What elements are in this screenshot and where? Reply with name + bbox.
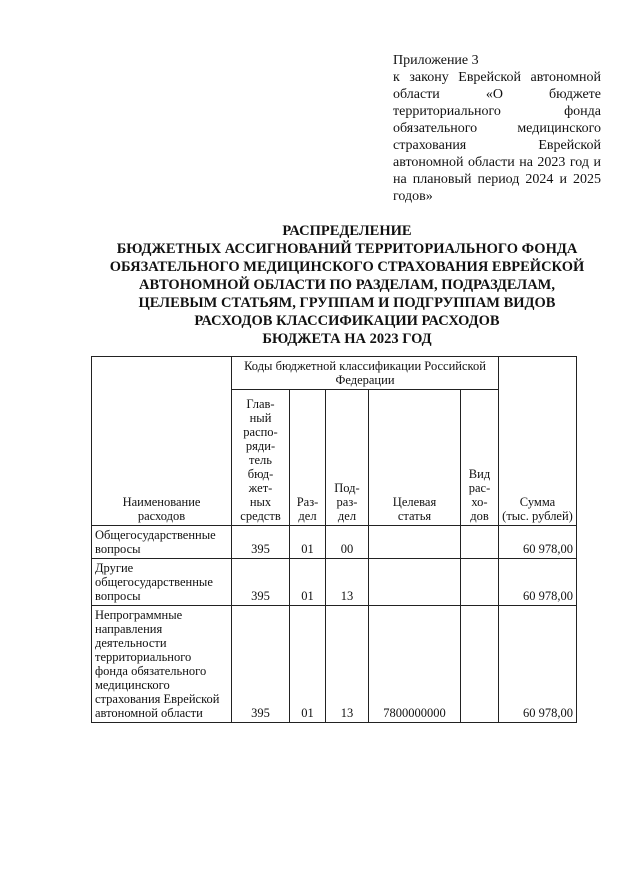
appendix-line: к закону Еврейской <box>393 70 521 85</box>
table-header-row <box>92 357 577 390</box>
header-text: Целевая <box>392 495 437 509</box>
row-name-text: Непрограммные <box>95 608 183 622</box>
row-subsection: 13 <box>326 559 369 606</box>
appendix-body <box>393 69 601 205</box>
row-name-text: вопросы <box>95 589 141 603</box>
header-text: Коды бюджетной классификации Российской <box>244 359 486 373</box>
row-section: 01 <box>290 526 326 559</box>
row-type <box>461 526 499 559</box>
appendix-line: «О бюджете территориального <box>393 87 602 119</box>
row-name-text: деятельности <box>95 636 167 650</box>
header-text: ных <box>249 495 272 509</box>
header-text: дел <box>298 509 317 523</box>
header-type-cell <box>461 390 499 526</box>
header-text: статья <box>397 509 432 523</box>
title-line: ЦЕЛЕВЫМ СТАТЬЯМ, ГРУППАМ И ПОДГРУППАМ ВИДОВ <box>138 295 556 311</box>
document-title <box>92 222 602 348</box>
header-text: дов <box>470 509 489 523</box>
row-type <box>461 559 499 606</box>
row-main-manager: 395 <box>232 606 290 723</box>
header-text: ный <box>249 411 272 425</box>
appendix-line: период 2024 и 2025 годов» <box>393 172 601 204</box>
row-name-cell <box>92 606 232 723</box>
appendix-header <box>393 52 601 205</box>
header-text: бюд- <box>247 467 274 481</box>
row-section: 01 <box>290 559 326 606</box>
header-text: Раз- <box>296 495 319 509</box>
row-main-manager: 395 <box>232 526 290 559</box>
header-text: дел <box>337 509 357 523</box>
row-target <box>369 559 461 606</box>
title-line: БЮДЖЕТНЫХ АССИГНОВАНИЙ ТЕРРИТОРИАЛЬНОГО ФОНДА <box>116 241 578 257</box>
header-text: (тыс. рублей) <box>502 509 573 523</box>
header-text: Под- <box>334 481 360 495</box>
appendix-line: автономной области <box>393 70 602 102</box>
table-row <box>92 559 577 606</box>
header-text: тель <box>249 453 272 467</box>
row-name-cell <box>92 526 232 559</box>
header-codes-cell <box>232 357 499 390</box>
appendix-line: медицинского страхования <box>393 121 601 153</box>
row-subsection: 13 <box>326 606 369 723</box>
title-line: ОБЯЗАТЕЛЬНОГО МЕДИЦИНСКОГО СТРАХОВАНИЯ ЕВРЕЙСКОЙ <box>109 259 585 275</box>
appendix-line: на 2023 год и на плановый <box>393 155 602 187</box>
header-subsection-cell <box>326 390 369 526</box>
row-name-text: страхования Еврейской <box>95 692 220 706</box>
row-target: 7800000000 <box>369 606 461 723</box>
header-text: раз- <box>336 495 358 509</box>
header-text: жет- <box>248 481 273 495</box>
row-name-text: Другие <box>95 561 134 575</box>
row-target <box>369 526 461 559</box>
row-main-manager: 395 <box>232 559 290 606</box>
header-target-cell <box>369 390 461 526</box>
header-text: Вид <box>468 467 491 481</box>
row-section: 01 <box>290 606 326 723</box>
appendix-line: фонда обязательного <box>393 104 601 136</box>
row-name-text: фонда обязательного <box>95 664 207 678</box>
title-line: АВТОНОМНОЙ ОБЛАСТИ ПО РАЗДЕЛАМ, ПОДРАЗДЕЛАМ, <box>139 277 555 293</box>
row-name-cell <box>92 559 232 606</box>
header-text: Сумма <box>519 495 556 509</box>
row-name-text: вопросы <box>95 542 141 556</box>
row-sum: 60 978,00 <box>499 526 577 559</box>
table-row <box>92 526 577 559</box>
row-subsection: 00 <box>326 526 369 559</box>
row-name-text: медицинского <box>95 678 170 692</box>
header-text: хо- <box>471 495 488 509</box>
header-text: Наименование <box>122 495 201 509</box>
header-name-cell <box>92 357 232 526</box>
title-line: БЮДЖЕТА НА 2023 ГОД <box>262 331 432 347</box>
header-main-manager-cell <box>232 390 290 526</box>
row-sum: 60 978,00 <box>499 606 577 723</box>
table-row <box>92 606 577 723</box>
header-text: ряди- <box>245 439 276 453</box>
header-text: расходов <box>137 509 186 523</box>
title-line: РАСХОДОВ КЛАССИФИКАЦИИ РАСХОДОВ <box>194 313 500 329</box>
row-name-text: Общегосударственные <box>95 528 216 542</box>
header-section-cell <box>290 390 326 526</box>
row-name-text: автономной области <box>95 706 203 720</box>
header-text: Глав- <box>246 397 275 411</box>
appendix-line: Еврейской автономной области <box>393 138 601 170</box>
row-name-text: территориального <box>95 650 192 664</box>
row-name-text: общегосударственные <box>95 575 213 589</box>
header-text: Федерации <box>335 373 395 387</box>
header-sum-cell <box>499 357 577 526</box>
row-name-text: направления <box>95 622 163 636</box>
header-text: распо- <box>243 425 278 439</box>
row-type <box>461 606 499 723</box>
header-text: рас- <box>468 481 491 495</box>
title-line: РАСПРЕДЕЛЕНИЕ <box>282 223 412 239</box>
header-text: средств <box>240 509 281 523</box>
budget-table <box>91 356 577 723</box>
appendix-line: Приложение 3 <box>393 53 479 68</box>
row-sum: 60 978,00 <box>499 559 577 606</box>
